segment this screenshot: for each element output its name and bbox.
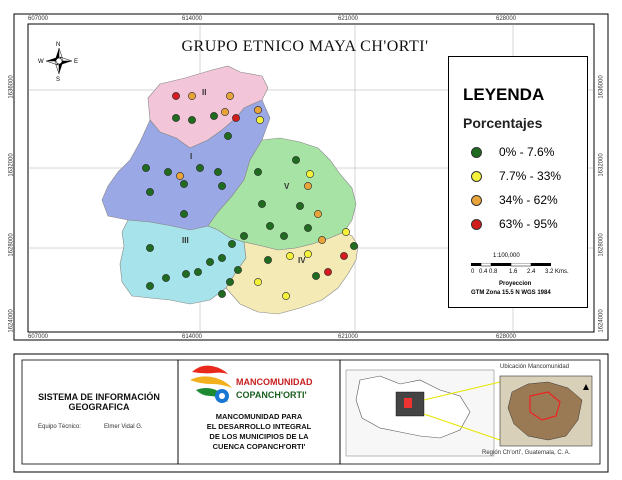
region-label-III: III	[182, 236, 189, 245]
org-line-4: CUENCA COPANCH'ORTI'	[212, 442, 306, 451]
community-point	[221, 108, 228, 115]
x-tick-top: 628000	[496, 16, 517, 22]
community-point	[146, 282, 153, 289]
legend-label: 34% - 62%	[499, 193, 558, 207]
region-label-V: V	[284, 182, 290, 191]
x-tick-bottom: 621000	[338, 334, 359, 340]
community-point	[314, 210, 321, 217]
y-tick-left: 1628000	[8, 233, 15, 257]
scale-unit: Kms.	[555, 269, 569, 275]
community-point	[312, 272, 319, 279]
legend-dot	[471, 195, 482, 206]
legend-dot	[471, 171, 482, 182]
legend-label: 0% - 7.6%	[499, 145, 555, 159]
legend-label: 63% - 95%	[499, 217, 558, 231]
community-point	[188, 92, 195, 99]
inset-map	[346, 370, 592, 456]
legend-dot	[471, 147, 482, 158]
legend-subtitle: Porcentajes	[463, 115, 543, 131]
y-tick-right: 1624000	[598, 309, 605, 333]
org-line-2: EL DESARROLLO INTEGRAL	[206, 422, 312, 431]
community-point	[188, 116, 195, 123]
org-line-1: MANCOMUNIDAD PARA	[215, 412, 303, 421]
community-point	[196, 164, 203, 171]
community-point	[146, 188, 153, 195]
projection-title: Proyeccion	[499, 281, 532, 287]
x-tick-bottom: 607000	[28, 334, 49, 340]
svg-text:S: S	[56, 77, 61, 83]
scale-tick: 0	[471, 269, 475, 275]
community-point	[164, 168, 171, 175]
community-point	[224, 132, 231, 139]
community-point	[318, 236, 325, 243]
community-point	[254, 106, 261, 113]
region-label-I: I	[190, 152, 193, 161]
team-label: Equipo Técnico:	[38, 424, 81, 430]
system-title: SISTEMA DE INFORMACIÓN GEOGRAFICA	[38, 392, 160, 412]
scale-tick: 2.4	[527, 269, 536, 275]
x-tick-top: 614000	[182, 16, 203, 22]
legend-title: LEYENDA	[463, 85, 545, 104]
x-tick-top: 607000	[28, 16, 49, 22]
mancomunidad-logo-icon	[190, 366, 232, 403]
community-point	[258, 200, 265, 207]
community-point	[162, 274, 169, 281]
scale-label: 1:100,000	[493, 253, 520, 259]
community-point	[234, 266, 241, 273]
community-point	[280, 232, 287, 239]
community-point	[180, 180, 187, 187]
community-point	[206, 258, 213, 265]
community-point	[218, 182, 225, 189]
y-tick-left: 1632000	[8, 153, 15, 177]
community-point	[240, 232, 247, 239]
y-tick-left: 1636000	[8, 75, 15, 99]
y-tick-right: 1632000	[598, 153, 605, 177]
logo-name: MANCOMUNIDAD	[236, 377, 313, 387]
community-point	[228, 240, 235, 247]
community-point	[304, 182, 311, 189]
community-point	[254, 168, 261, 175]
org-line-3: DE LOS MUNICIPIOS DE LA	[209, 432, 309, 441]
legend-dot	[471, 219, 482, 230]
scale-tick: 1.6	[509, 269, 518, 275]
community-point	[264, 256, 271, 263]
community-point	[286, 252, 293, 259]
community-point	[146, 244, 153, 251]
community-point	[176, 172, 183, 179]
community-point	[172, 114, 179, 121]
community-point	[210, 112, 217, 119]
community-point	[182, 270, 189, 277]
y-tick-left: 1624000	[8, 309, 15, 333]
legend-label: 7.7% - 33%	[499, 169, 562, 183]
scale-tick: 0.4 0.8	[479, 269, 498, 275]
community-point	[218, 290, 225, 297]
community-point	[142, 164, 149, 171]
community-point	[214, 168, 221, 175]
x-tick-bottom: 628000	[496, 334, 517, 340]
scale-tick: 3.2	[545, 269, 554, 275]
team-name: Elmer Vidal G.	[104, 424, 143, 430]
projection-text: GTM Zona 15.5 N WGS 1984	[471, 290, 551, 296]
community-point	[226, 92, 233, 99]
logo-subtitle: COPANCH'ORTI'	[236, 390, 307, 400]
inset-caption: Región Ch'ortí', Guatemala, C. A.	[482, 450, 571, 456]
community-point	[304, 224, 311, 231]
community-point	[342, 228, 349, 235]
svg-text:N: N	[56, 42, 61, 48]
north-arrow-icon	[38, 42, 78, 83]
community-point	[340, 252, 347, 259]
svg-text:W: W	[38, 59, 44, 65]
svg-text:E: E	[74, 59, 79, 65]
community-point	[226, 278, 233, 285]
community-point	[296, 202, 303, 209]
community-point	[306, 170, 313, 177]
community-point	[292, 156, 299, 163]
community-point	[180, 210, 187, 217]
y-tick-right: 1628000	[598, 233, 605, 257]
x-tick-top: 621000	[338, 16, 359, 22]
community-point	[232, 114, 239, 121]
community-point	[256, 116, 263, 123]
y-tick-right: 1636000	[598, 75, 605, 99]
map-title: GRUPO ETNICO MAYA CH'ORTI'	[181, 38, 429, 55]
region-label-II: II	[202, 88, 207, 97]
community-point	[172, 92, 179, 99]
community-point	[218, 254, 225, 261]
community-point	[254, 278, 261, 285]
legend-panel	[448, 56, 588, 308]
community-point	[350, 242, 357, 249]
x-tick-bottom: 614000	[182, 334, 203, 340]
community-point	[282, 292, 289, 299]
inset-title: Ubicación Mancomunidad	[500, 364, 570, 370]
community-point	[324, 268, 331, 275]
region-label-IV: IV	[298, 256, 306, 265]
community-point	[266, 222, 273, 229]
community-point	[194, 268, 201, 275]
